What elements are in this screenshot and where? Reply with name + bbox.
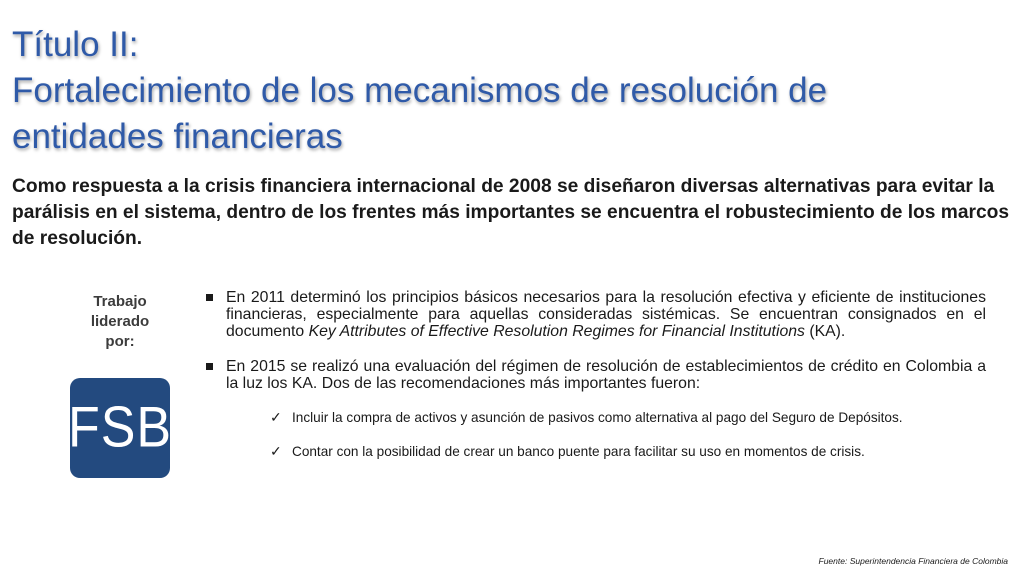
bullet-item [206,358,986,392]
intro-paragraph: Como respuesta a la crisis financiera internacional de 2008 se diseñaron diversas alternativas para evitar la parálisis en el sistema, dentro de los frentes más importantes se encuentra el robustecimiento de los marcos de resolución. [12,176,1010,249]
checkmark-icon: ✓ [270,409,282,425]
square-bullet-icon [206,294,213,301]
fsb-logo-text: FSB [67,396,173,460]
square-bullet-icon [206,363,213,370]
slide-title [12,22,1012,160]
recommendation-text: Contar con la posibilidad de crear un banco puente para facilitar su uso en momentos de crisis. [292,444,865,459]
bullet-text-tail: (KA). [804,323,846,340]
bullet-item [206,289,986,340]
led-by-line-3: por: [105,333,135,350]
title-line-3: entidades financieras [12,117,343,156]
led-by-label [68,292,172,352]
title-line-1: Título II: [12,25,139,64]
led-by-line-2: liderado [90,313,150,330]
recommendation-item [206,444,986,460]
bullet-text: En 2011 determinó los principios básicos necesarios para la resolución efectiva y eficiente de instituciones financieras, especialmente para aquellas consideradas sistémicas. Se encuentran consignados en el documento [226,289,986,340]
bullet-list [206,289,986,478]
bullet-text: En 2015 se realizó una evaluación del régimen de resolución de establecimientos de crédito en Colombia a la luz los KA. Dos de las recomendaciones más importantes fueron: [226,358,986,392]
recommendation-text: Incluir la compra de activos y asunción de pasivos como alternativa al pago del Seguro de Depósitos. [292,410,903,425]
led-by-line-1: Trabajo [93,293,147,310]
checkmark-icon: ✓ [270,443,282,459]
fsb-logo [67,378,173,478]
document-title: Key Attributes of Effective Resolution Regimes for Financial Institutions [308,323,805,340]
title-line-2: Fortalecimiento de los mecanismos de resolución de [12,71,828,110]
source-footnote: Fuente: Superintendencia Financiera de Colombia [818,556,1008,566]
recommendation-item [206,410,986,426]
